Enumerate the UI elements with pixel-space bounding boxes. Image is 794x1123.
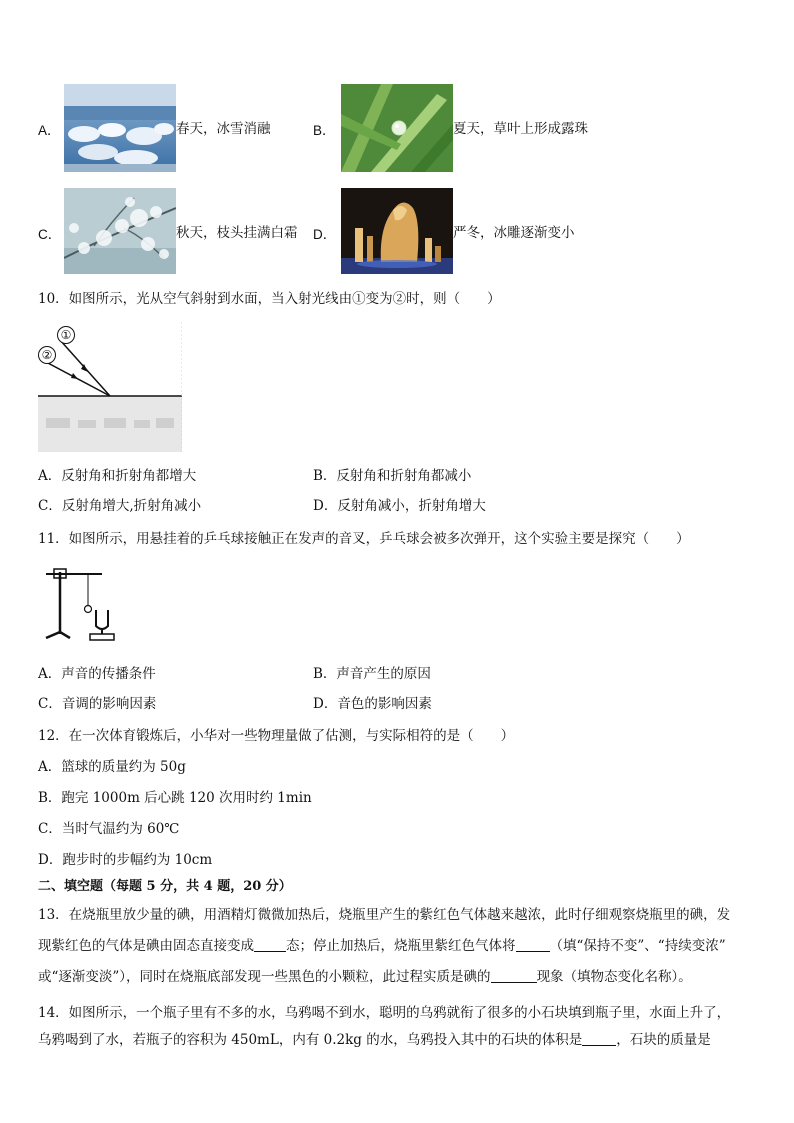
q13-line-1: 13．在烧瓶里放少量的碘，用酒精灯微微加热后，烧瓶里产生的紫红色气体越来越浓，此时仔细观察烧瓶里的碘，发 xyxy=(38,907,731,923)
q14-line-1: 14．如图所示，一个瓶子里有不多的水，乌鸦喝不到水，聪明的乌鸦就衔了很多的小石块填到瓶子里，水面上升了， xyxy=(38,1005,731,1021)
q13-text-c: （填“保持不变”、“持续变浓” xyxy=(549,938,726,954)
q11-option-d: D．音色的影响因素 xyxy=(313,696,432,712)
q13-blank-2[interactable] xyxy=(516,937,550,952)
frost-on-branches-photo xyxy=(64,188,176,274)
ray-label-2: ② xyxy=(38,346,56,364)
option-text: 夏天，草叶上形成露珠 xyxy=(453,121,588,137)
melting-ice-photo xyxy=(64,84,176,172)
q13-blank-1[interactable] xyxy=(254,937,286,952)
q11-option-b: B．声音产生的原因 xyxy=(313,666,431,682)
q11-option-a: A．声音的传播条件 xyxy=(38,666,156,682)
q10-option-b: B．反射角和折射角都减小 xyxy=(313,468,472,484)
dew-on-grass-photo xyxy=(341,84,453,172)
q12-stem: 12．在一次体育锻炼后，小华对一些物理量做了估测，与实际相符的是（ ） xyxy=(38,728,515,744)
q12-option-a: A．篮球的质量约为 50g xyxy=(38,759,186,775)
q12-option-b: B．跑完 1000m 后心跳 120 次用时约 1min xyxy=(38,790,312,806)
option-letter: B． xyxy=(313,123,336,138)
q13-text-a: 现紫红色的气体是碘由固态直接变成 xyxy=(38,938,254,954)
option-text: 秋天，枝头挂满白霜 xyxy=(176,225,298,241)
q13-text-d: 或“逐渐变淡”），同时在烧瓶底部发现一些黑色的小颗粒，此过程实质是碘的 xyxy=(38,969,491,985)
q10-stem: 10．如图所示，光从空气斜射到水面，当入射光线由①变为②时，则（ ） xyxy=(38,291,501,307)
q14-blank-1[interactable] xyxy=(582,1031,616,1046)
ice-sculpture-photo xyxy=(341,188,453,274)
option-text: 春天，冰雪消融 xyxy=(176,121,271,137)
q13-line-2 xyxy=(38,936,726,956)
tuning-fork-experiment-diagram xyxy=(40,562,122,644)
section-title: 二、填空题（每题 5 分，共 4 题，20 分） xyxy=(38,879,292,894)
option-letter: A． xyxy=(38,123,61,138)
q10-option-c: C．反射角增大,折射角减小 xyxy=(38,498,202,514)
q10-option-d: D．反射角减小，折射角增大 xyxy=(313,498,486,514)
q13-line-3 xyxy=(38,967,692,987)
q14-line-2 xyxy=(38,1030,711,1050)
q10-option-a: A．反射角和折射角都增大 xyxy=(38,468,197,484)
option-letter: C． xyxy=(38,227,62,242)
q11-option-c: C．音调的影响因素 xyxy=(38,696,157,712)
q13-blank-3[interactable] xyxy=(491,968,537,983)
ray-label-1: ① xyxy=(57,326,75,344)
q11-stem: 11．如图所示，用悬挂着的乒乓球接触正在发声的音叉，乒乓球会被多次弹开，这个实验主要是探究（ ） xyxy=(38,531,690,547)
light-refraction-diagram xyxy=(38,322,182,452)
option-letter: D． xyxy=(313,227,337,242)
q12-option-d: D．跑步时的步幅约为 10cm xyxy=(38,852,213,868)
q13-text-b: 态；停止加热后，烧瓶里紫红色气体将 xyxy=(286,938,516,954)
q14-text-a: 乌鸦喝到了水，若瓶子的容积为 450mL，内有 0.2kg 的水，乌鸦投入其中的石块的体积是 xyxy=(38,1032,583,1048)
option-text: 严冬，冰雕逐渐变小 xyxy=(453,225,575,241)
q14-text-b: ，石块的质量是 xyxy=(616,1032,711,1048)
q13-text-e: 现象（填物态变化名称）。 xyxy=(536,969,692,985)
q12-option-c: C．当时气温约为 60℃ xyxy=(38,821,180,837)
